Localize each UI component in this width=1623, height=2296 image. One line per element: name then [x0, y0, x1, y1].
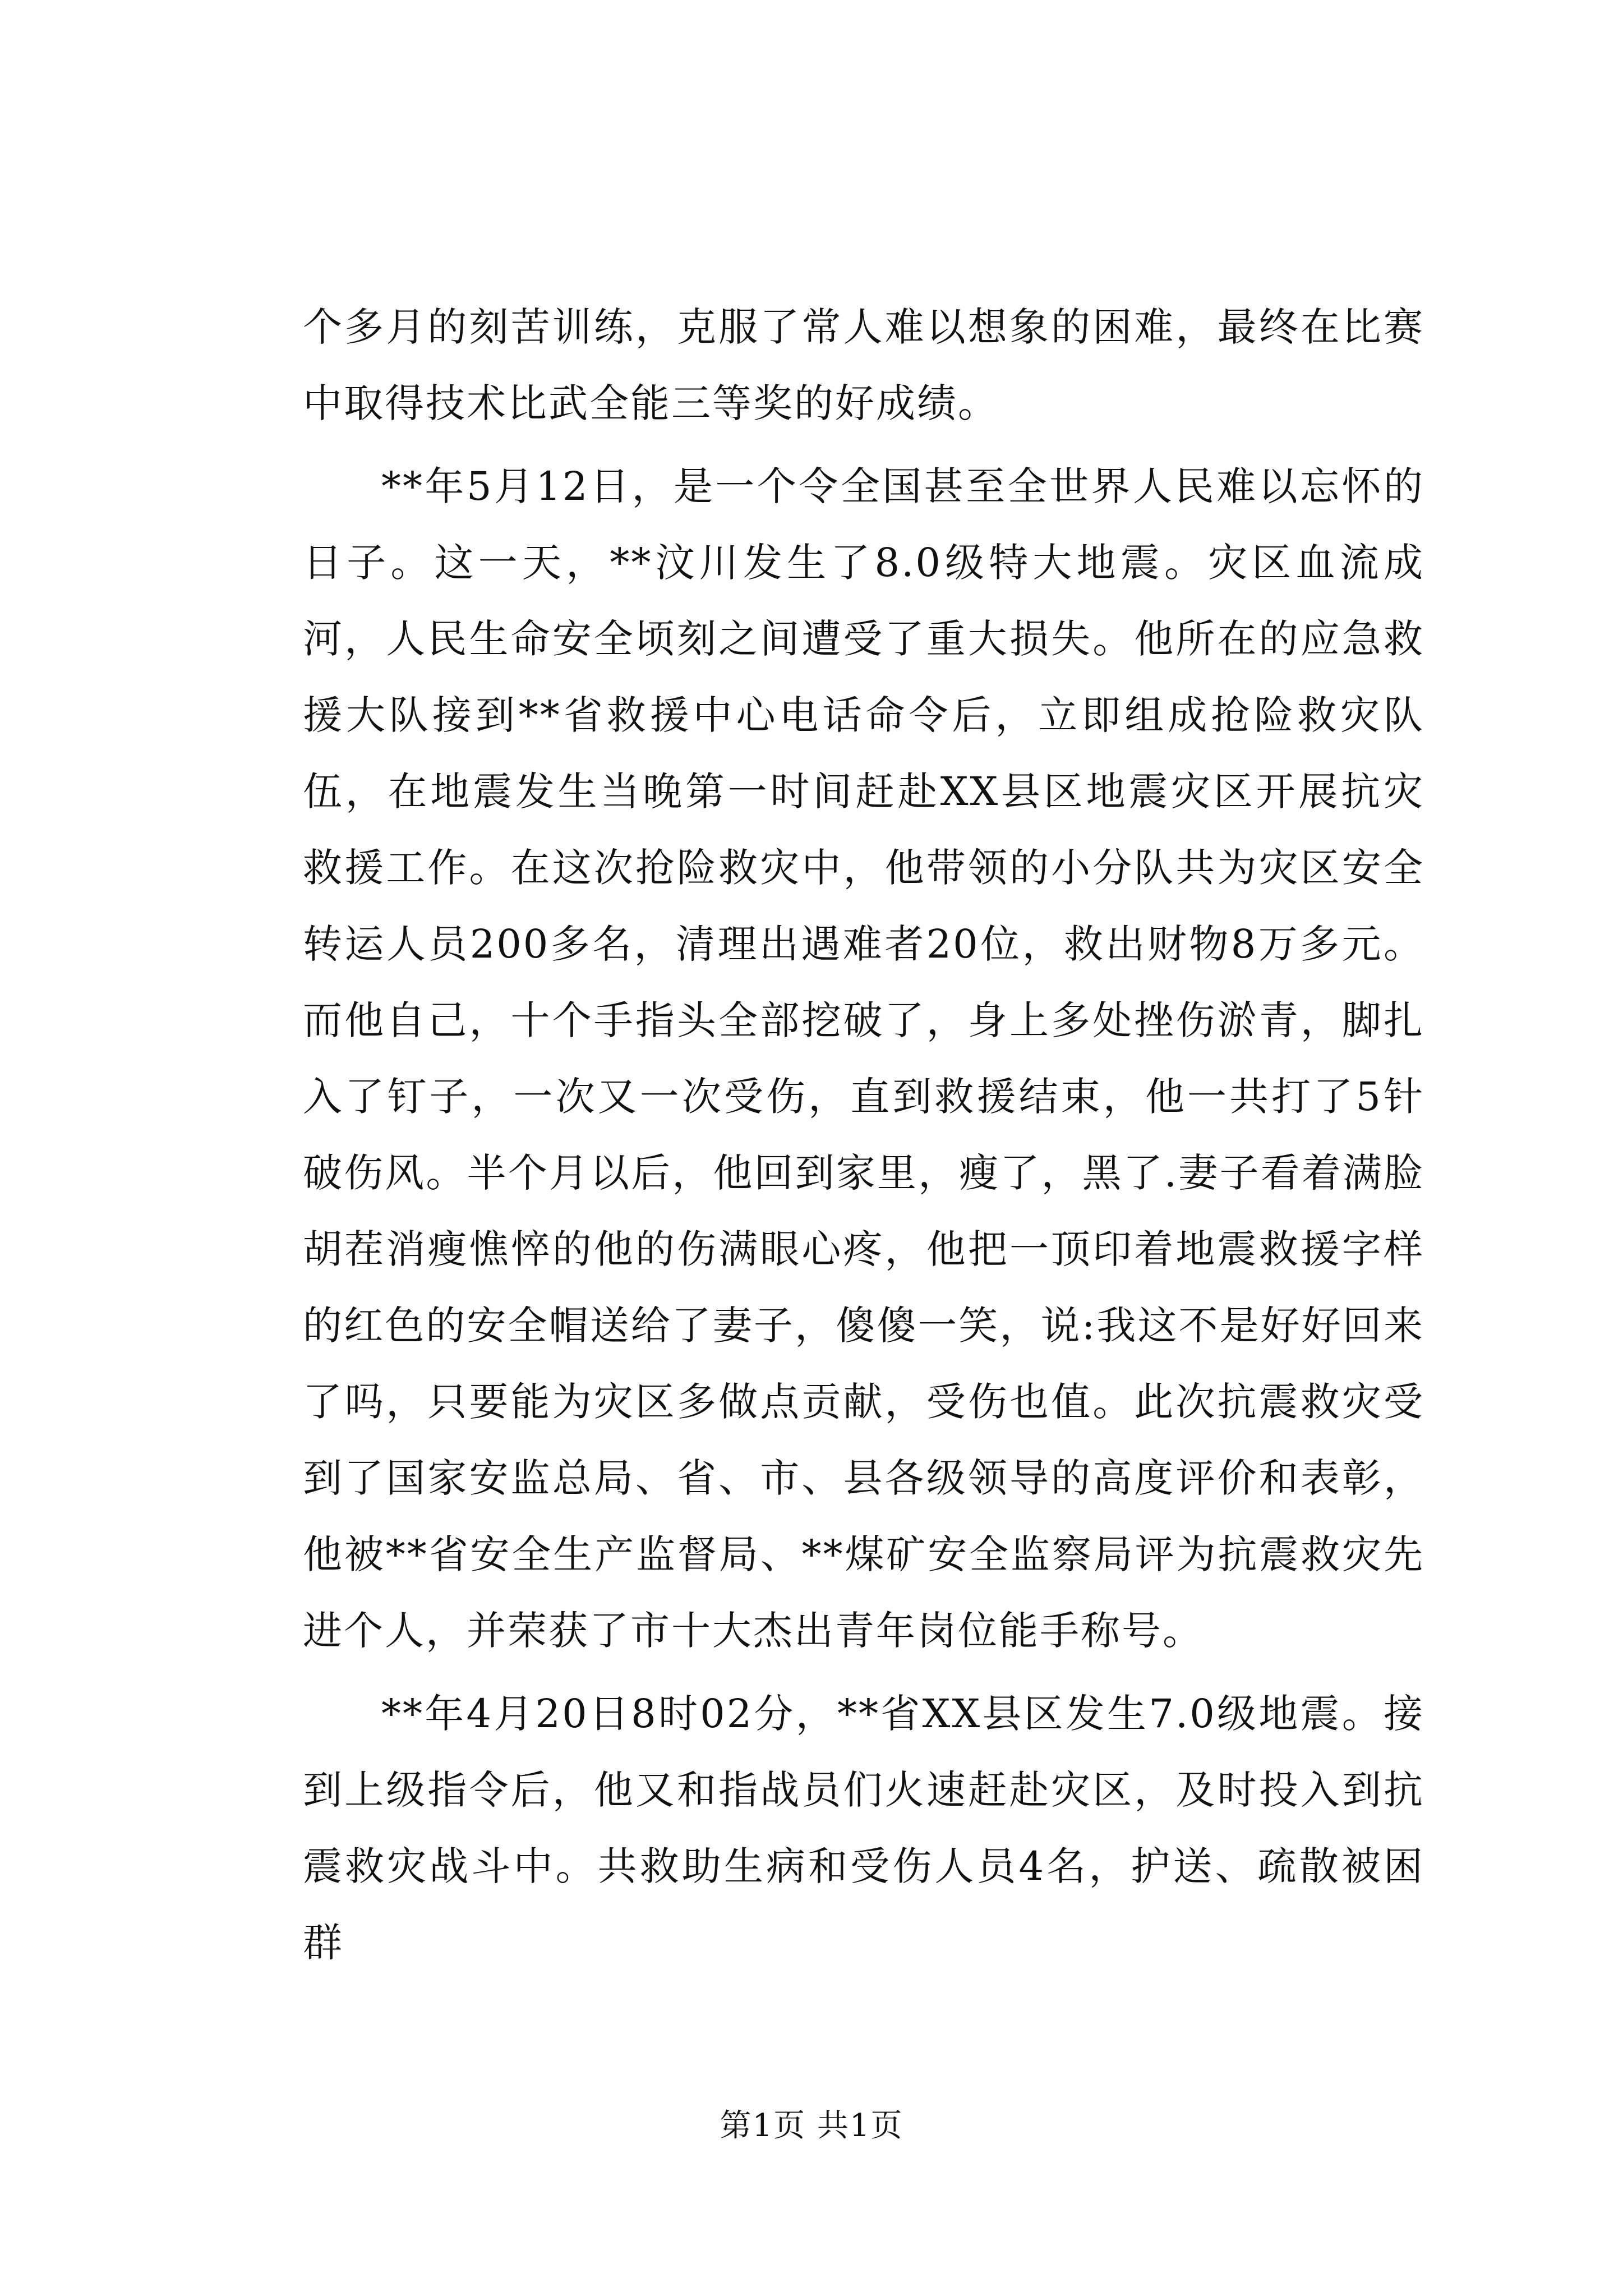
- paragraph-wenchuan-earthquake: **年5月12日，是一个令全国甚至全世界人民难以忘怀的日子。这一天，**汶川发生了8.0级特大地震。灾区血流成河，人民生命安全顷刻之间遭受了重大损失。他所在的应急救援大队接到**省救援中心电话命令后，立即组成抢险救灾队伍，在地震发生当晚第一时间赶赴XX县区地震灾区开展抗灾救援工作。在这次抢险救灾中，他带领的小分队共为灾区安全转运人员200多名，清理出遇难者20位，救出财物8万多元。而他自己，十个手指头全部挖破了，身上多处挫伤淤青，脚扎入了钉子，一次又一次受伤，直到救援结束，他一共打了5针破伤风。半个月以后，他回到家里，瘦了，黑了.妻子看着满脸胡茬消瘦憔悴的他的伤满眼心疼，他把一顶印着地震救援字样的红色的安全帽送给了妻子，傻傻一笑，说:我这不是好好回来了吗，只要能为灾区多做点贡献，受伤也值。此次抗震救灾受到了国家安监总局、省、市、县各级领导的高度评价和表彰，他被**省安全生产监督局、**煤矿安全监察局评为抗震救灾先进个人，并荣获了市十大杰出青年岗位能手称号。: [303, 463, 1424, 1654]
- paragraph-april-earthquake: **年4月20日8时02分，**省XX县区发生7.0级地震。接到上级指令后，他又和指战员们火速赶赴灾区，及时投入到抗震救灾战斗中。共救助生病和受伤人员4名，护送、疏散被困群: [303, 1691, 1424, 1966]
- document-body: [303, 289, 1424, 1981]
- paragraph-continued: 个多月的刻苦训练，克服了常人难以想象的困难，最终在比赛中取得技术比武全能三等奖的好成绩。: [303, 304, 1424, 426]
- page-number-footer: 第1页 共1页: [720, 2108, 903, 2144]
